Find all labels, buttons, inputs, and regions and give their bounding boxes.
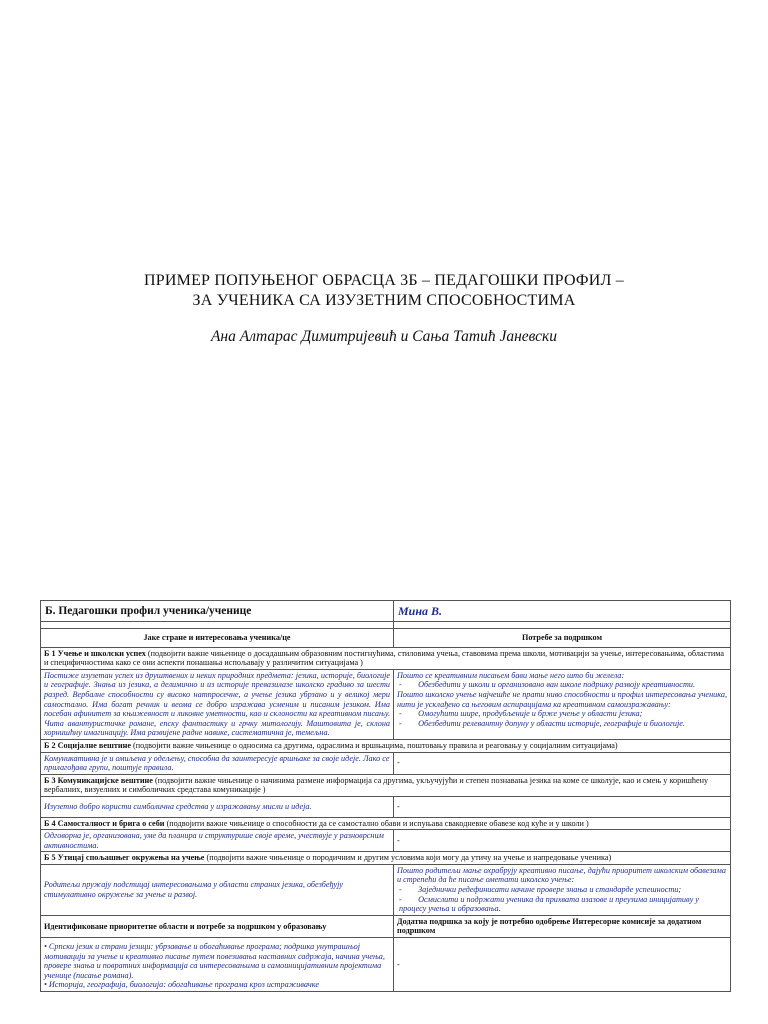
section-b3-heading — [41, 774, 731, 796]
b5-support-needs — [394, 864, 731, 915]
section-b2-description: (подвојити важне чињенице о односима са другима, одраслима и вршњацима, поштовању правила и реаговању у социјалним ситуацијама) — [133, 740, 618, 750]
priorities-content-row — [41, 938, 731, 992]
section-b1-heading — [41, 647, 731, 669]
section-b2-title: Б 2 Социјалне вештине — [44, 740, 131, 750]
section-b3-title: Б 3 Комуникацијске вештине — [44, 775, 153, 785]
section-b3-description: (подвојити важне чињенице о начинима размене информација са другима, укључујући и степен познавања језика на коме се школује, као и смењ у коришћену вербалних, визуелних и симболичких средстава комуникације ) — [44, 775, 709, 795]
b1-support-item: - Омогућити шире, продубљеније и брже учење у области језика; — [399, 709, 643, 719]
column-strengths: Јаке стране и интересовања ученика/це — [41, 629, 394, 648]
section-b4-description: (подвојити важне чињенице о способности да се самостално обави и испуњава свакодневне обавезе код куће и у школи ) — [166, 818, 589, 828]
spacer-row — [41, 622, 731, 629]
student-name: Мина В. — [394, 601, 731, 622]
b1-strengths: Постиже изузетан успех из друштвених и неких природних предмета: језика, историје, биологије и географије. Знања из језика, а делимично и из историје превазилазе школско градиво за шести разред. Вербалне способности су високо натпросечне, а учење језика убрзано и у великој мери самостално. Има богат речник и веома се добро изражава усменим и писаним језиком. Има посебан афинитет за књижевност и ликовне уметности, као и склоности ка креативном писању. Чита авантуристичке романе, епску фантастику и грчку митологију. Маштовита је, склона хорнишћну имагинацију. Има развијене радне навике, систематична је, темељна. — [41, 669, 394, 739]
b5-support-item: - Заједнички редефинисати начине провере знања и стандарде успешности; — [399, 885, 682, 895]
priorities-header-row — [41, 915, 731, 937]
document-title-line-2: ЗА УЧЕНИКА СА ИЗУЗЕТНИМ СПОСОБНОСТИМА — [192, 292, 576, 309]
document-title-line-1: ПРИМЕР ПОПУЊЕНОГ ОБРАСЦА 3Б – ПЕДАГОШКИ ПРОФИЛ – — [144, 272, 624, 289]
priorities-label: Идентификоване приоритетне области и потребе за подршком у образовању — [41, 915, 394, 937]
column-support-needs: Потребе за подршком — [394, 629, 731, 648]
priority-item: • Српски језик и страни језици: убрзавање и обогаћивање програма; подршка унутрашњој мотивацији за учење и креативно писање путем повезивања наставних садржаја, начина учења, провере знања и повратних информација са интересовањима и самоиницијативним пројектима ученице (писање романа). — [44, 942, 385, 980]
additional-support-label: Додатна подршка за коју је потребно одобрење Интересорне комисије за додатном подршком — [394, 915, 731, 937]
section-b1-title: Б 1 Учење и школски успех — [44, 648, 146, 658]
pedagogical-profile-table — [40, 600, 731, 992]
b2-support-needs: - — [394, 752, 731, 774]
section-b2-content — [41, 752, 731, 774]
section-b2-heading — [41, 739, 731, 752]
b4-strengths: Одговорна је, организована, уме да планира и структурише своје време, учествује у разноврсним активностима. — [41, 830, 394, 852]
b1-support-intro: Пошто се креативним писањем бави мање него што би желела: — [397, 670, 625, 680]
header-row — [41, 601, 731, 622]
section-b4-content — [41, 830, 731, 852]
section-b1-description: (подвојити важне чињенице о досадашњим образовним постигнућима, стиловима учења, ставовима према школи, мотивацији за учење, интересовањима, областима и специфичностима како се они аспекти понашања испољавају у различитим ситуацијама ) — [44, 648, 724, 668]
b3-strengths: Изузетно добро користи симболична средства у изражавању мисли и идеја. — [41, 796, 394, 817]
section-b4-title: Б 4 Самосталност и брига о себи — [44, 818, 165, 828]
b1-support-needs — [394, 669, 731, 739]
b4-support-needs: - — [394, 830, 731, 852]
section-b5-description: (подвојити важне чињенице о породичним и другим условима који могу да утичу на учење и напредовање ученика) — [206, 853, 612, 863]
column-header-row — [41, 629, 731, 648]
b1-support-middle: Пошто школско учење најчешће не прати ниво способности и профил интересовања ученика, нити је усклађено са његовим аспирацијама ка креативном самоизражавању: — [397, 689, 727, 709]
priorities-content — [41, 938, 394, 992]
section-b5-heading — [41, 852, 731, 865]
b1-support-item: - Обезбедити релевантну допуну у области историје, географије и биологије. — [399, 718, 685, 728]
b5-strengths: Родитељи пружају подстицај интересовањима у области страних језика, обезбеђују стимулативно окружење за учење и развој. — [41, 864, 394, 915]
b1-support-item: - Обезбедити у школи и организовано ван школе подршку развоју креативности. — [399, 680, 695, 690]
b3-support-needs: - — [394, 796, 731, 817]
section-b5-content — [41, 864, 731, 915]
section-b1-content — [41, 669, 731, 739]
section-b5-title: Б 5 Утицај спољашњег окружења на учење — [44, 853, 205, 863]
section-b4-heading — [41, 817, 731, 830]
authors: Ана Алтарас Димитријевић и Сања Татић Јаневски — [210, 328, 558, 345]
b5-support-intro: Пошто родитељи мање охрабрују креативно писање, дајући приоритет школским обавезама и стрепећи да ће писање ометати школско учење: — [397, 865, 726, 885]
b5-support-item: - Осмислити и подржати ученика да прихвата изазове и преузима иницијативу у процесу учења и образовања. — [399, 894, 699, 914]
additional-support-content: - — [394, 938, 731, 992]
b2-strengths: Комуникативна је и омиљена у одељењу, способна да заинтересује вршњаке за своје идеје. Лако се прилагођава групи, поштује правила. — [41, 752, 394, 774]
section-b3-content — [41, 796, 731, 817]
profile-header-label: Б. Педагошки профил ученика/ученице — [41, 601, 394, 622]
priority-item: • Историја, географија, биологија: обогаћивање програма кроз истраживачке — [44, 980, 320, 990]
